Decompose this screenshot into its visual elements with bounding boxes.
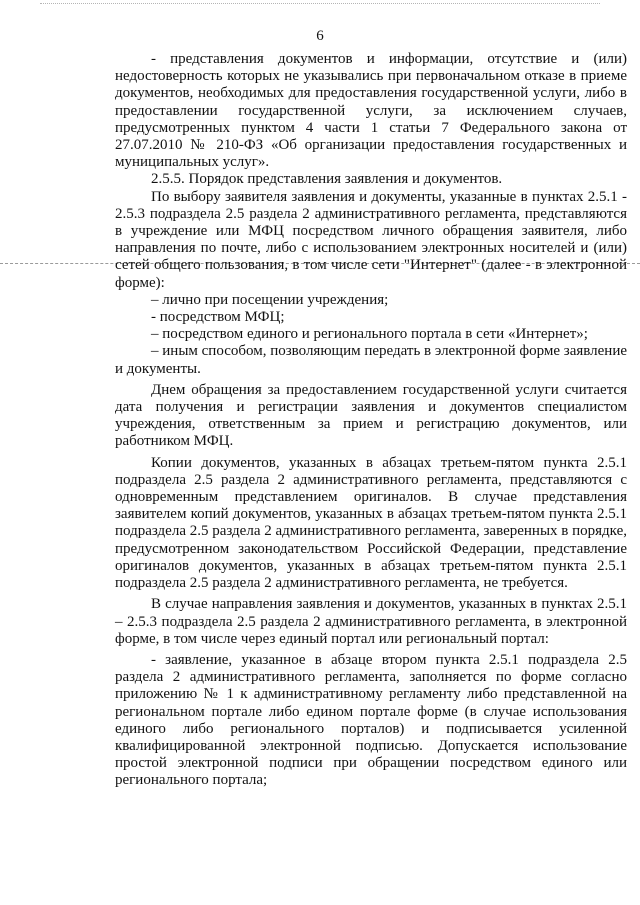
list-item-other-method: – иным способом, позволяющим передать в электронной форме заявление и документы. [115,343,627,377]
paragraph-electronic-submission: В случае направления заявления и документов, указанных в пунктах 2.5.1 – 2.5.3 подраздела 2.5 раздела 2 административного регламента, в электронной форме, в том числе через единый портал или региональный портал: [115,596,627,647]
list-item-mfc: - посредством МФЦ; [151,309,285,326]
paragraph-application-form: - заявление, указанное в абзаце втором пункта 2.5.1 подраздела 2.5 раздела 2 административного регламента, заполняется по форме согласно приложению № 1 к административному регламенту либо представленной на региональном портале либо едином портале форме (в случае использования единого либо регионального порталов) и подписывается усиленной квалифицированной электронной подписью. Допускается использование простой электронной подписи при обращении посредством единого или регионального портала; [115,651,627,789]
list-item-portal: – посредством единого и регионального портала в сети «Интернет»; [151,326,588,343]
paragraph-copies: Копии документов, указанных в абзацах третьем-пятом пункта 2.5.1 подраздела 2.5 раздела 2 административного регламента, представляются с одновременным представлением оригиналов. В случае представления заявителем копий документов, указанных в абзацах третьем-пятом пункта 2.5.1 подраздела 2.5 раздела 2 административного регламента, заверенных в порядке, предусмотренном законодательством Российской Федерации, представление оригиналов документов, указанных в абзацах третьем-пятом пункта 2.5.1 подраздела 2.5 раздела 2 административного регламента, не требуется. [115,454,627,592]
paragraph-grounds-item: - представления документов и информации, отсутствие и (или) недостоверность которых не указывались при первоначальном отказе в приеме документов, необходимых для предоставления государственной услуги, либо в предоставлении государственной услуги, за исключением случаев, предусмотренных пунктом 4 части 1 статьи 7 Федерального закона от 27.07.2010 № 210-ФЗ «Об организации предоставления государственных и муниципальных услуг». [115,51,627,171]
scan-artifact-top [40,3,600,4]
document-body [115,51,627,790]
list-item-in-person: – лично при посещении учреждения; [151,291,389,308]
paragraph-section-heading: 2.5.5. Порядок представления заявления и документов. [151,171,503,188]
page-number: 6 [316,28,324,44]
paragraph-submission-methods: По выбору заявителя заявления и документы, указанные в пунктах 2.5.1 - 2.5.3 подраздела 2.5 раздела 2 административного регламента, представляются в учреждение или МФЦ посредством личного обращения заявителя, либо направления по почте, либо с использованием электронных носителей и (или) сетей общего пользования, в том числе сети "Интернет" (далее - в электронной форме): [115,188,627,291]
paragraph-application-date: Днем обращения за предоставлением государственной услуги считается дата получения и регистрации заявления и документов специалистом учреждения, ответственным за прием и регистрацию документов, или работником МФЦ. [115,381,627,450]
